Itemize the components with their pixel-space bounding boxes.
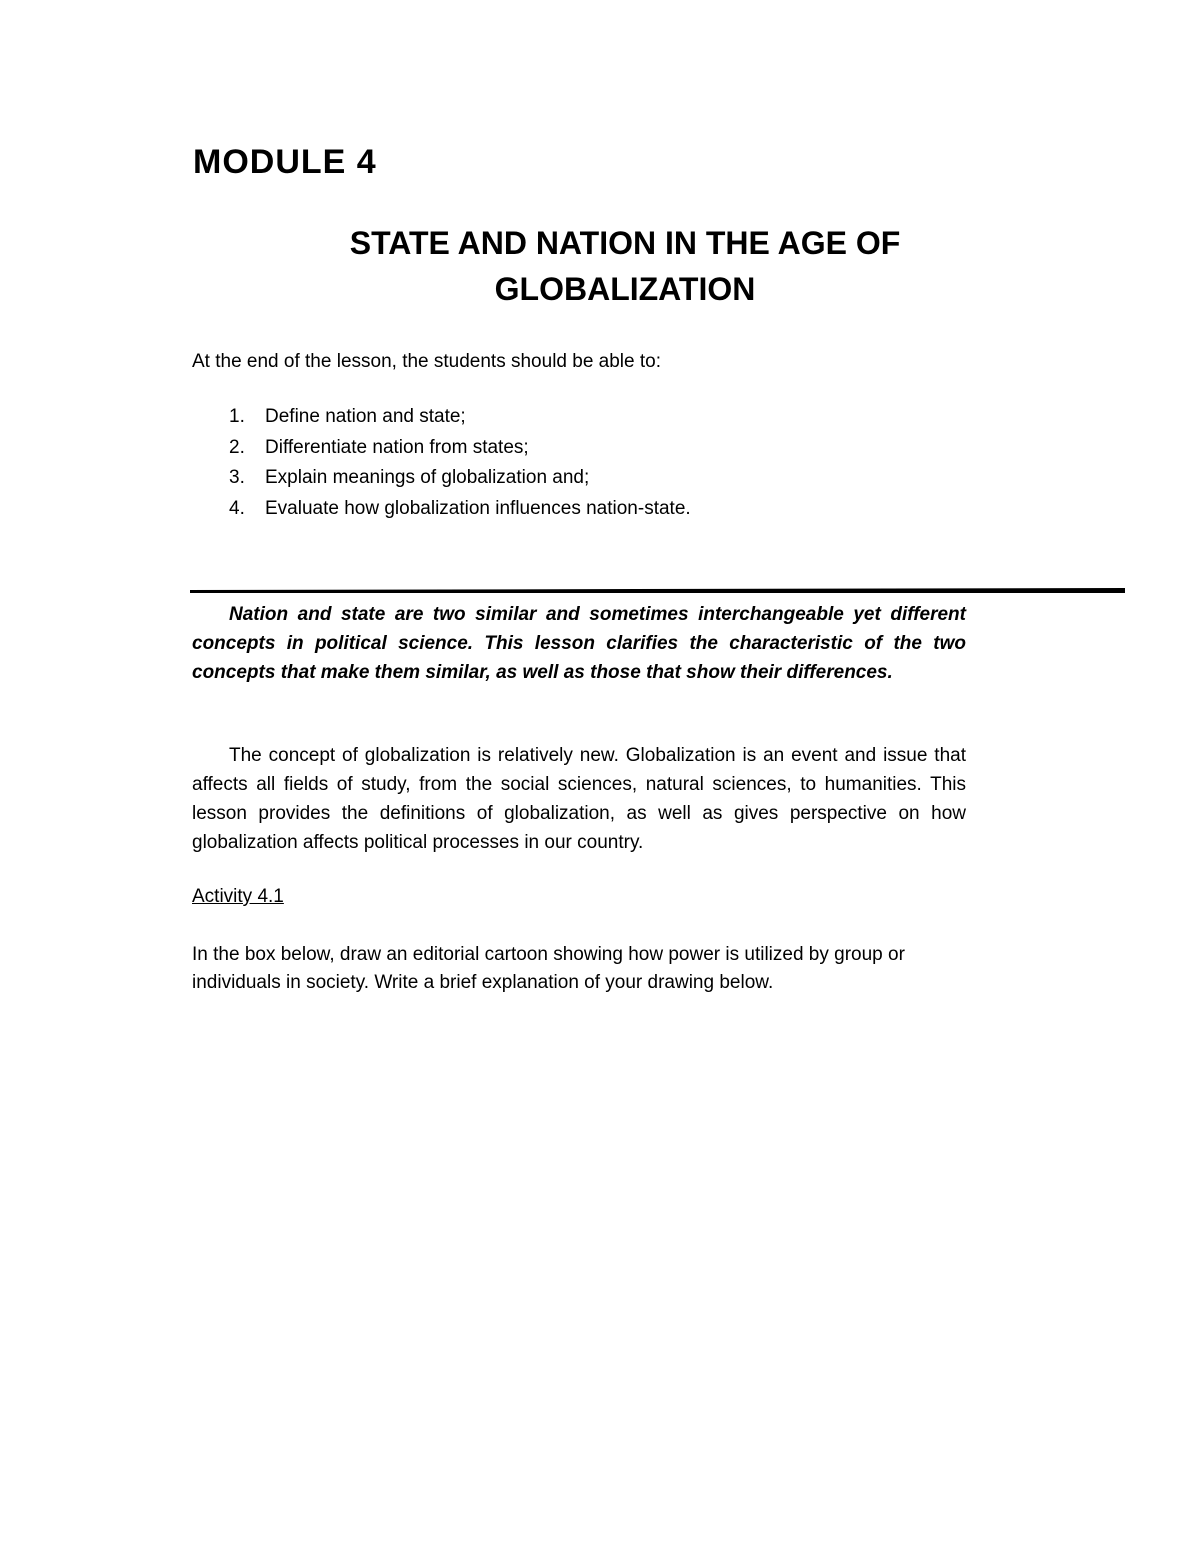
objective-text: Differentiate nation from states; — [265, 436, 529, 458]
objective-text: Explain meanings of globalization and; — [265, 467, 590, 488]
objective-item — [192, 494, 691, 525]
objective-number: 1. — [229, 406, 245, 427]
module-label: MODULE 4 — [193, 143, 377, 181]
lesson-summary: Nation and state are two similar and sometimes interchangeable yet different concepts in political science. This lesson clarifies the characteristic of the two concepts that make them similar, as well as those that show their differences. — [192, 604, 966, 683]
objective-text: Define nation and state; — [265, 406, 466, 427]
globalization-paragraph: The concept of globalization is relatively new. Globalization is an event and issue that affects all fields of study, from the social sciences, natural sciences, to humanities. This lesson provides the definitions of globalization, as well as gives perspective on how globalization affects political processes in our country. — [192, 745, 966, 853]
lesson-title-line-1: STATE AND NATION IN THE AGE OF — [349, 225, 901, 261]
section-divider — [190, 588, 1125, 593]
objective-number: 2. — [229, 436, 245, 458]
objective-number: 4. — [229, 497, 245, 519]
objective-number: 3. — [229, 467, 245, 488]
activity-instructions: In the box below, draw an editorial cartoon showing how power is utilized by group or individuals in society. Write a brief explanation of your drawing below. — [192, 944, 905, 993]
objectives-intro: At the end of the lesson, the students should be able to: — [192, 351, 661, 372]
activity-title: Activity 4.1 — [192, 886, 284, 907]
objective-item — [192, 402, 691, 433]
objective-text: Evaluate how globalization influences nation-state. — [265, 497, 691, 519]
objective-item — [192, 433, 691, 464]
objective-item — [192, 463, 691, 494]
lesson-title-line-2: GLOBALIZATION — [494, 271, 756, 307]
objectives-list — [192, 402, 691, 524]
